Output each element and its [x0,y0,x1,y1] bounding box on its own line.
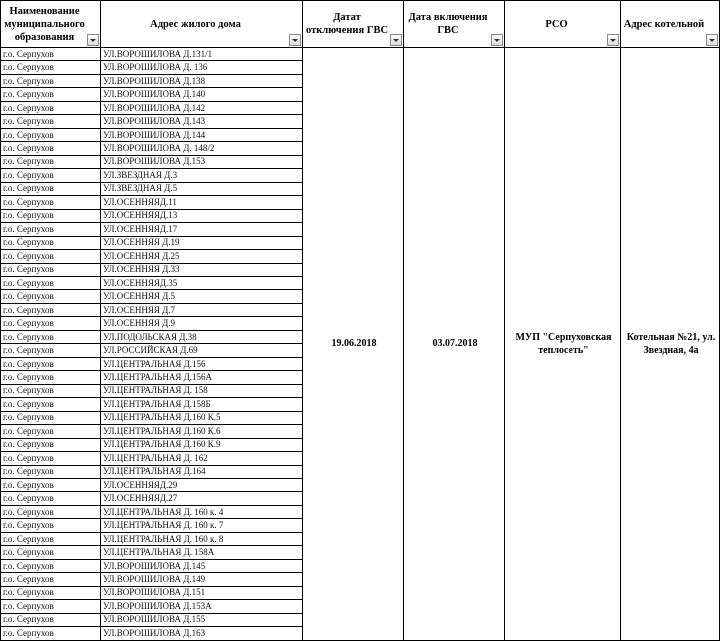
cell-municipality[interactable]: г.о. Серпухов [1,546,101,559]
cell-address[interactable]: УЛ.ОСЕННЯЯД.29 [101,479,303,492]
cell-municipality[interactable]: г.о. Серпухов [1,263,101,276]
cell-municipality[interactable]: г.о. Серпухов [1,600,101,613]
table-row [1,48,720,61]
cell-municipality[interactable]: г.о. Серпухов [1,236,101,249]
cell-municipality[interactable]: г.о. Серпухов [1,559,101,572]
cell-address[interactable]: УЛ.ЦЕНТРАЛЬНАЯ Д. 158 [101,384,303,397]
header-row [1,1,720,48]
cell-address[interactable]: УЛ.РОССИЙСКАЯ Д.69 [101,344,303,357]
cell-address[interactable]: УЛ.ВОРОШИЛОВА Д.163 [101,627,303,640]
cell-municipality[interactable]: г.о. Серпухов [1,74,101,87]
cell-address[interactable]: УЛ.ОСЕННЯЯД.17 [101,223,303,236]
cell-boiler[interactable]: Котельная №21, ул. Звездная, 4а [621,48,720,641]
cell-address[interactable]: УЛ.ОСЕННЯЯД.27 [101,492,303,505]
cell-address[interactable]: УЛ.ВОРОШИЛОВА Д.140 [101,88,303,101]
cell-municipality[interactable]: г.о. Серпухов [1,573,101,586]
cell-municipality[interactable]: г.о. Серпухов [1,465,101,478]
cell-municipality[interactable]: г.о. Серпухов [1,613,101,626]
cell-address[interactable]: УЛ.ОСЕННЯЯ Д.9 [101,317,303,330]
cell-municipality[interactable]: г.о. Серпухов [1,115,101,128]
cell-address[interactable]: УЛ.ВОРОШИЛОВА Д.144 [101,128,303,141]
cell-municipality[interactable]: г.о. Серпухов [1,425,101,438]
cell-address[interactable]: УЛ.ОСЕННЯЯД.13 [101,209,303,222]
header-on-date [404,1,505,48]
cell-address[interactable]: УЛ.ВОРОШИЛОВА Д. 148/2 [101,142,303,155]
header-municipality-label: Наименование муниципального образования [4,5,85,43]
cell-municipality[interactable]: г.о. Серпухов [1,586,101,599]
cell-address[interactable]: УЛ.ВОРОШИЛОВА Д.143 [101,115,303,128]
cell-address[interactable]: УЛ.ЦЕНТРАЛЬНАЯ Д. 160 к. 7 [101,519,303,532]
cell-municipality[interactable]: г.о. Серпухов [1,344,101,357]
header-on-date-label: Дата включения ГВС [408,12,488,36]
header-address [101,1,303,48]
cell-municipality[interactable]: г.о. Серпухов [1,452,101,465]
cell-municipality[interactable]: г.о. Серпухов [1,398,101,411]
filter-dropdown-icon[interactable] [491,34,503,46]
cell-address[interactable]: УЛ.ЦЕНТРАЛЬНАЯ Д.156 [101,357,303,370]
cell-address[interactable]: УЛ.ЦЕНТРАЛЬНАЯ Д.160 К.5 [101,411,303,424]
cell-address[interactable]: УЛ.ЗВЕЗДНАЯ Д.5 [101,182,303,195]
cell-municipality[interactable]: г.о. Серпухов [1,505,101,518]
cell-on-date[interactable]: 03.07.2018 [404,48,505,641]
header-rso [505,1,621,48]
cell-address[interactable]: УЛ.ВОРОШИЛОВА Д.142 [101,101,303,114]
filter-dropdown-icon[interactable] [390,34,402,46]
cell-address[interactable]: УЛ.ЦЕНТРАЛЬНАЯ Д.160 К.6 [101,425,303,438]
cell-address[interactable]: УЛ.ОСЕННЯЯ Д.25 [101,250,303,263]
cell-municipality[interactable]: г.о. Серпухов [1,88,101,101]
cell-municipality[interactable]: г.о. Серпухов [1,182,101,195]
cell-address[interactable]: УЛ.ЦЕНТРАЛЬНАЯ Д.164 [101,465,303,478]
filter-dropdown-icon[interactable] [87,34,99,46]
cell-municipality[interactable]: г.о. Серпухов [1,61,101,74]
header-municipality [1,1,101,48]
cell-municipality[interactable]: г.о. Серпухов [1,48,101,61]
header-rso-label: РСО [545,18,568,30]
cell-municipality[interactable]: г.о. Серпухов [1,155,101,168]
cell-address[interactable]: УЛ.ЦЕНТРАЛЬНАЯ Д. 160 к. 4 [101,505,303,518]
cell-municipality[interactable]: г.о. Серпухов [1,371,101,384]
header-boiler-label: Адрес котельной [623,18,705,30]
cell-address[interactable]: УЛ.ЦЕНТРАЛЬНАЯ Д. 162 [101,452,303,465]
cell-address[interactable]: УЛ.ОСЕННЯЯ Д.19 [101,236,303,249]
cell-address[interactable]: УЛ.ЦЕНТРАЛЬНАЯ Д.160 К.9 [101,438,303,451]
cell-municipality[interactable]: г.о. Серпухов [1,101,101,114]
cell-municipality[interactable]: г.о. Серпухов [1,438,101,451]
cell-address[interactable]: УЛ.ВОРОШИЛОВА Д. 136 [101,61,303,74]
cell-address[interactable]: УЛ.ОСЕННЯЯ Д.33 [101,263,303,276]
cell-address[interactable]: УЛ.ВОРОШИЛОВА Д.138 [101,74,303,87]
filter-dropdown-icon[interactable] [289,34,301,46]
header-off-date [303,1,404,48]
cell-municipality[interactable]: г.о. Серпухов [1,330,101,343]
cell-municipality[interactable]: г.о. Серпухов [1,532,101,545]
cell-address[interactable]: УЛ.ЦЕНТРАЛЬНАЯ Д. 160 к. 8 [101,532,303,545]
cell-address[interactable]: УЛ.ПОДОЛЬСКАЯ Д.38 [101,330,303,343]
cell-address[interactable]: УЛ.ЦЕНТРАЛЬНАЯ Д. 158А [101,546,303,559]
cell-address[interactable]: УЛ.ВОРОШИЛОВА Д.149 [101,573,303,586]
cell-municipality[interactable]: г.о. Серпухов [1,357,101,370]
cell-address[interactable]: УЛ.ВОРОШИЛОВА Д.153А [101,600,303,613]
cell-address[interactable]: УЛ.ОСЕННЯЯД.11 [101,196,303,209]
table-body [1,48,720,641]
cell-municipality[interactable]: г.о. Серпухов [1,303,101,316]
cell-municipality[interactable]: г.о. Серпухов [1,276,101,289]
cell-address[interactable]: УЛ.ЗВЕЗДНАЯ Д.3 [101,169,303,182]
cell-municipality[interactable]: г.о. Серпухов [1,492,101,505]
cell-address[interactable]: УЛ.ВОРОШИЛОВА Д.145 [101,559,303,572]
cell-municipality[interactable]: г.о. Серпухов [1,627,101,640]
cell-municipality[interactable]: г.о. Серпухов [1,250,101,263]
cell-address[interactable]: УЛ.ОСЕННЯЯ Д.5 [101,290,303,303]
cell-municipality[interactable]: г.о. Серпухов [1,317,101,330]
cell-municipality[interactable]: г.о. Серпухов [1,384,101,397]
cell-municipality[interactable]: г.о. Серпухов [1,290,101,303]
cell-address[interactable]: УЛ.ВОРОШИЛОВА Д.151 [101,586,303,599]
cell-municipality[interactable]: г.о. Серпухов [1,479,101,492]
cell-address[interactable]: УЛ.ВОРОШИЛОВА Д.153 [101,155,303,168]
cell-municipality[interactable]: г.о. Серпухов [1,411,101,424]
cell-municipality[interactable]: г.о. Серпухов [1,196,101,209]
cell-off-date[interactable]: 19.06.2018 [303,48,404,641]
cell-address[interactable]: УЛ.ЦЕНТРАЛЬНАЯ Д.156А [101,371,303,384]
cell-address[interactable]: УЛ.ВОРОШИЛОВА Д.155 [101,613,303,626]
header-boiler [621,1,720,48]
cell-municipality[interactable]: г.о. Серпухов [1,223,101,236]
cell-address[interactable]: УЛ.ОСЕННЯЯД.35 [101,276,303,289]
cell-municipality[interactable]: г.о. Серпухов [1,519,101,532]
header-off-date-label: Датат отключения ГВС [305,12,389,36]
cell-rso[interactable]: МУП "Серпуховская теплосеть" [505,48,621,641]
cell-municipality[interactable]: г.о. Серпухов [1,169,101,182]
cell-address[interactable]: УЛ.ОСЕННЯЯ Д.7 [101,303,303,316]
cell-municipality[interactable]: г.о. Серпухов [1,142,101,155]
filter-dropdown-icon[interactable] [607,34,619,46]
cell-address[interactable]: УЛ.ВОРОШИЛОВА Д.131/1 [101,48,303,61]
cell-municipality[interactable]: г.о. Серпухов [1,209,101,222]
cell-municipality[interactable]: г.о. Серпухов [1,128,101,141]
header-address-label: Адрес жилого дома [150,18,241,30]
filter-dropdown-icon[interactable] [706,34,718,46]
cell-address[interactable]: УЛ.ЦЕНТРАЛЬНАЯ Д.158Б [101,398,303,411]
